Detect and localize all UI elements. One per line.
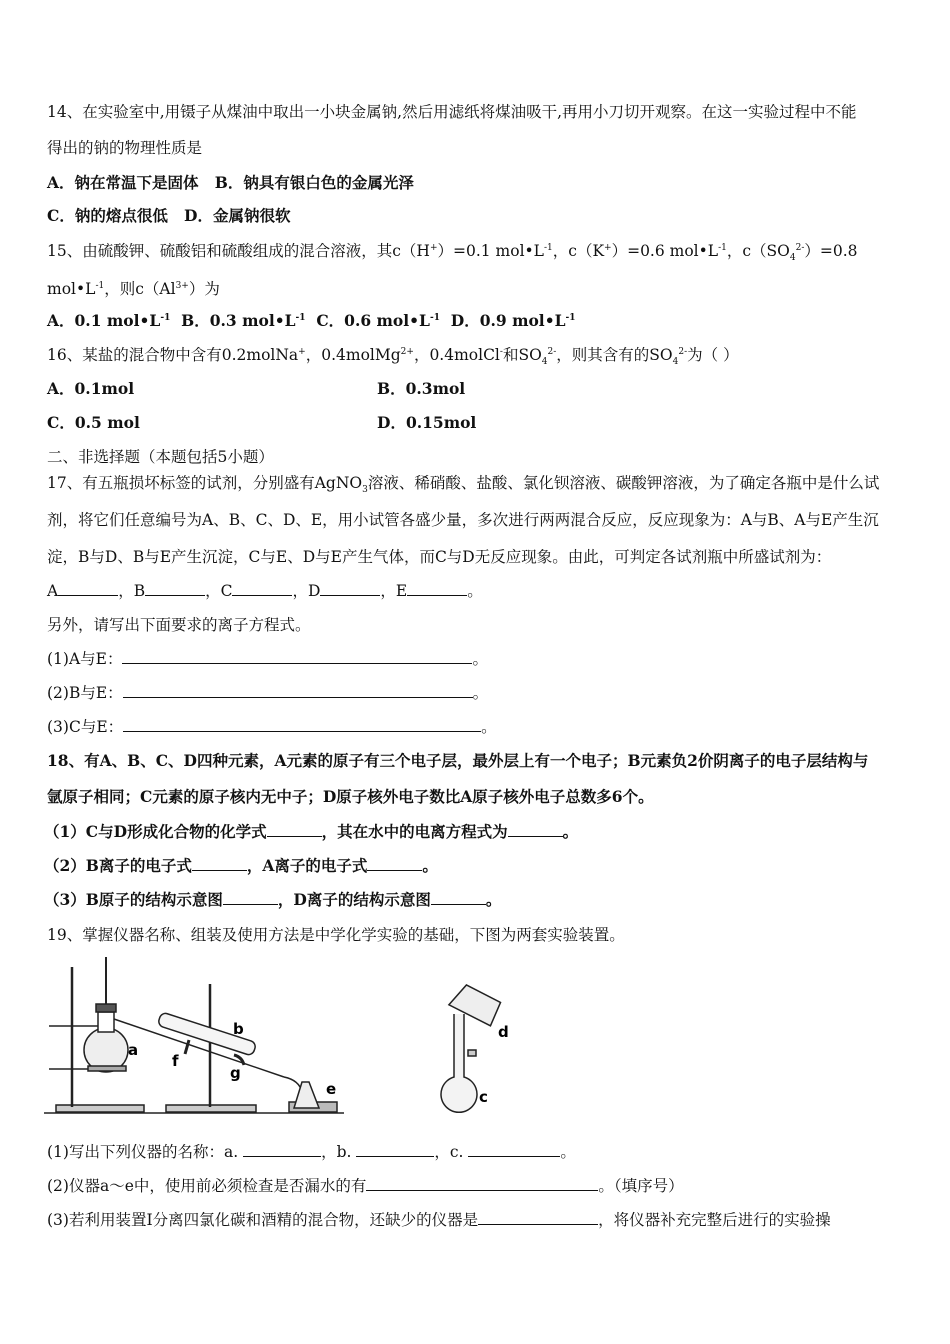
text: ，则c（Al [104,280,176,298]
sup: 2- [795,242,805,253]
text: (2)仪器a～e中，使用前必须检查是否漏水的有 [47,1177,367,1195]
q16-option-c: C．0.5 mol [47,413,140,432]
answer-blank[interactable] [508,822,563,837]
sup: 3+ [175,280,189,291]
q17-eq2 [47,683,488,703]
answer-blank[interactable] [232,581,292,596]
text: (2)B与E： [47,684,123,702]
q15-option-b: B．0.3 mol•L [181,311,296,330]
q15-options [47,311,576,331]
q18-stem-line2: 氩原子相同；C元素的原子核内无中子；D原子核外电子数比A原子核外电子总数多6个。 [47,787,654,806]
text: ）=0.6 mol•L [611,242,719,260]
text: 。 [472,684,489,702]
section-heading: 二、非选择题（本题包括5小题） [47,448,274,466]
q14-option-a: A．钠在常温下是固体 [47,173,199,192]
distillation-apparatus [44,957,344,1113]
sup: - [499,346,503,357]
text: ，将仪器补充完整后进行的实验操 [598,1211,831,1229]
q14-option-c: C．钠的熔点很低 [47,206,168,225]
text: 。 [481,718,497,736]
text: ）=0.1 mol•L [437,242,544,260]
answer-blank[interactable] [192,856,247,871]
label-c: c [479,1088,488,1106]
q19-stem: 19、掌握仪器名称、组装及使用方法是中学化学实验的基础，下图为两套实验装置。 [47,926,625,944]
sup: -1 [95,280,105,291]
answer-blank[interactable] [122,649,472,664]
sup: 2- [678,346,688,357]
q15-stem-line1 [47,241,858,264]
answer-blank[interactable] [123,683,473,698]
volumetric-flask-setup [441,982,503,1112]
sup: + [429,242,438,253]
q15-stem-line2 [47,279,220,299]
text: ，c. [434,1143,469,1161]
sup: + [298,346,306,357]
answer-blank[interactable] [478,1210,598,1225]
text: 和SO [502,346,542,364]
text: 15、由硫酸钾、硫酸铝和硫酸组成的混合溶液，其c（H [47,242,430,260]
text: A [47,582,59,600]
text: (1)写出下列仪器的名称：a. [47,1143,244,1161]
answer-blank[interactable] [366,1176,598,1191]
text: 。（填序号） [598,1177,684,1195]
q16-option-d: D．0.15mol [377,413,477,432]
label-a: a [128,1041,139,1059]
sup: -1 [565,312,576,323]
text: 溶液、稀硝酸、盐酸、氯化钡溶液、碳酸钾溶液，为了确定各瓶中是什么试 [367,474,880,492]
sub: 4 [789,253,796,264]
sup: + [604,242,612,253]
answer-blank[interactable] [223,890,278,905]
q17-answer-blanks [47,581,483,601]
text: ）为 [188,280,220,298]
q18-sub1 [44,822,578,842]
answer-blank[interactable] [58,581,118,596]
text: (3)若利用装置Ⅰ分离四氯化碳和酒精的混合物，还缺少的仪器是 [47,1211,479,1229]
q16-option-a: A．0.1mol [47,379,135,398]
text: ，c（K [552,242,605,260]
answer-blank[interactable] [320,581,380,596]
q15-option-d: D．0.9 mol•L [450,311,566,330]
text: ，b. [321,1143,357,1161]
text: ，D [292,582,321,600]
answer-blank[interactable] [243,1142,321,1157]
text: ，C [205,582,233,600]
q14-option-b: B．钠具有银白色的金属光泽 [214,173,414,192]
text: ，A离子的电子式 [246,856,368,875]
sub: 4 [672,357,679,368]
text: ，则其含有的SO [556,346,673,364]
label-b: b [233,1020,244,1038]
q17-instruction: 另外，请写出下面要求的离子方程式。 [47,616,311,634]
text: 。 [422,856,438,875]
text: 。 [467,582,483,600]
q17-eq1 [47,649,488,669]
answer-blank[interactable] [431,890,486,905]
text: 。 [485,890,502,909]
answer-blank[interactable] [267,822,322,837]
q19-sub2 [47,1176,684,1196]
label-e: e [326,1080,337,1098]
q17-stem-line2: 剂，将它们任意编号为A、B、C、D、E，用小试管各盛少量，多次进行两两混合反应，反应现象为：A与B、A与E产生沉 [47,511,879,529]
q19-sub1 [47,1142,576,1162]
q14-option-d: D．金属钠很软 [184,206,291,225]
sub: 4 [541,357,548,368]
q19-sub3 [47,1210,831,1230]
text: 。 [560,1143,576,1161]
q15-option-a: A．0.1 mol•L [47,311,161,330]
text: ）=0.8 [804,242,858,260]
sup: -1 [160,312,171,323]
q15-option-c: C．0.6 mol•L [316,311,430,330]
sup: -1 [295,312,306,323]
text: ，0.4molMg [305,346,401,364]
q14-options-ab [47,173,414,193]
text: ，0.4molCl [413,346,500,364]
answer-blank[interactable] [123,717,481,732]
q17-stem-line3: 淀，B与D、B与E产生沉淀，C与E、D与E产生气体，而C与D无反应现象。由此，可判定各试剂瓶中所盛试剂为： [47,548,832,566]
text: 16、某盐的混合物中含有0.2molNa [47,346,299,364]
q16-options-ab [47,379,747,399]
text: ，D离子的结构示意图 [277,890,431,909]
text: 17、有五瓶损坏标签的试剂，分别盛有AgNO [47,474,363,492]
answer-blank[interactable] [407,581,467,596]
q17-eq3 [47,717,497,737]
lab-apparatus-figure [44,952,524,1122]
text: (1)A与E： [47,650,123,668]
sup: -1 [718,242,727,253]
q14-stem-line1: 14、在实验室中,用镊子从煤油中取出一小块金属钠,然后用滤纸将煤油吸干,再用小刀切开观察。在这一实验过程中不能 [47,103,857,121]
answer-blank[interactable] [356,1142,434,1157]
text: ，c（SO [726,242,790,260]
q18-sub3 [44,890,501,910]
text: ，其在水中的电离方程式为 [321,822,508,841]
label-f: f [172,1052,179,1070]
text: （1）C与D形成化合物的化学式 [44,822,267,841]
q14-stem-line2: 得出的钠的物理性质是 [47,139,203,157]
text: mol•L [47,280,96,298]
q18-sub2 [44,856,438,876]
q18-stem-line1: 18、有A、B、C、D四种元素，A元素的原子有三个电子层，最外层上有一个电子；B元素负2价阴离子的电子层结构与 [47,751,869,770]
sup: -1 [543,242,553,253]
q17-stem-line1 [47,473,880,496]
q14-options-cd [47,206,291,226]
text: ，E [380,582,408,600]
answer-blank[interactable] [468,1142,560,1157]
q16-option-b: B．0.3mol [377,379,466,398]
text: 。 [562,822,579,841]
sub: 3 [362,485,368,496]
sup: -1 [429,312,440,323]
answer-blank[interactable] [367,856,422,871]
label-d: d [498,1023,509,1041]
text: 。 [472,650,488,668]
text: （3）B原子的结构示意图 [44,890,223,909]
sup: 2+ [400,346,414,357]
q16-options-cd [47,413,747,433]
text: 为（ ） [687,346,739,364]
text: ，B [118,582,146,600]
text: (3)C与E： [47,718,124,736]
sup: 2- [547,346,557,357]
text: （2）B离子的电子式 [44,856,192,875]
label-g: g [230,1064,241,1082]
answer-blank[interactable] [145,581,205,596]
q16-stem [47,345,739,368]
